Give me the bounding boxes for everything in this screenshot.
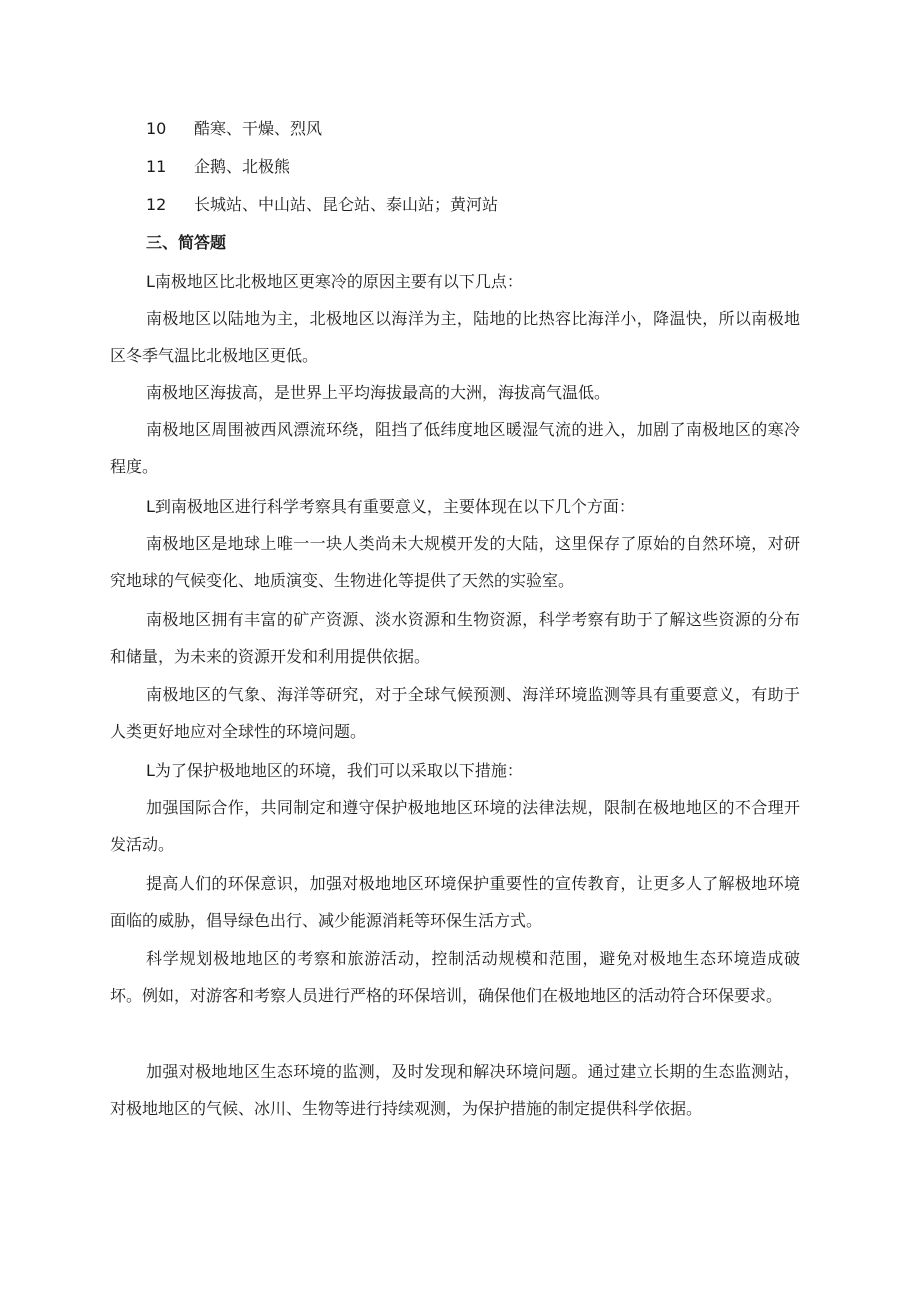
paragraph-q1-intro: L南极地区比北极地区更寒冷的原因主要有以下几点： [146,272,523,291]
answer-text: 酷寒、干燥、烈风 [194,119,323,138]
paragraph-q2-point3: 南极地区的气象、海洋等研究，对于全球气候预测、海洋环境监测等具有重要意义，有助于人类更好地应对全球性的环境问题。 [110,685,800,741]
answer-number: 12 [146,195,167,214]
answer-row-10 [146,119,322,139]
paragraph-q1-point1: 南极地区以陆地为主，北极地区以海洋为主，陆地的比热容比海洋小，降温快，所以南极地区冬季气温比北极地区更低。 [110,309,800,365]
answer-number: 11 [146,157,167,176]
paragraph-q1-point2: 南极地区海拔高，是世界上平均海拔最高的大洲，海拔高气温低。 [146,383,611,402]
paragraph-q2-point1: 南极地区是地球上唯一一块人类尚未大规模开发的大陆，这里保存了原始的自然环境，对研究地球的气候变化、地质演变、生物进化等提供了天然的实验室。 [110,534,800,590]
answer-text: 企鹅、北极熊 [194,157,291,176]
paragraph-q3-point3: 科学规划极地地区的考察和旅游活动，控制活动规模和范围，避免对极地生态环境造成破坏。例如，对游客和考察人员进行严格的环保培训，确保他们在极地地区的活动符合环保要求。 [110,949,800,1005]
paragraph-q3-point2: 提高人们的环保意识，加强对极地地区环境保护重要性的宣传教育，让更多人了解极地环境面临的威胁，倡导绿色出行、减少能源消耗等环保生活方式。 [110,874,800,930]
answer-row-12 [146,195,498,215]
paragraph-q3-point1: 加强国际合作，共同制定和遵守保护极地地区环境的法律法规，限制在极地地区的不合理开发活动。 [110,798,800,854]
paragraph-q1-point3: 南极地区周围被西风漂流环绕，阻挡了低纬度地区暖湿气流的进入，加剧了南极地区的寒冷程度。 [110,420,800,476]
paragraph-q2-point2: 南极地区拥有丰富的矿产资源、淡水资源和生物资源，科学考察有助于了解这些资源的分布和储量，为未来的资源开发和利用提供依据。 [110,610,800,666]
answer-row-11 [146,157,290,177]
paragraph-q3-intro: L为了保护极地地区的环境，我们可以采取以下措施： [146,761,523,780]
answer-text: 长城站、中山站、昆仑站、泰山站；黄河站 [194,195,499,214]
paragraph-q3-point4: 加强对极地地区生态环境的监测，及时发现和解决环境问题。通过建立长期的生态监测站，对极地地区的气候、冰川、生物等进行持续观测，为保护措施的制定提供科学依据。 [110,1062,800,1118]
section-heading: 三、简答题 [146,233,227,252]
paragraph-q2-intro: L到南极地区进行科学考察具有重要意义，主要体现在以下几个方面： [146,497,635,516]
answer-number: 10 [146,119,167,138]
